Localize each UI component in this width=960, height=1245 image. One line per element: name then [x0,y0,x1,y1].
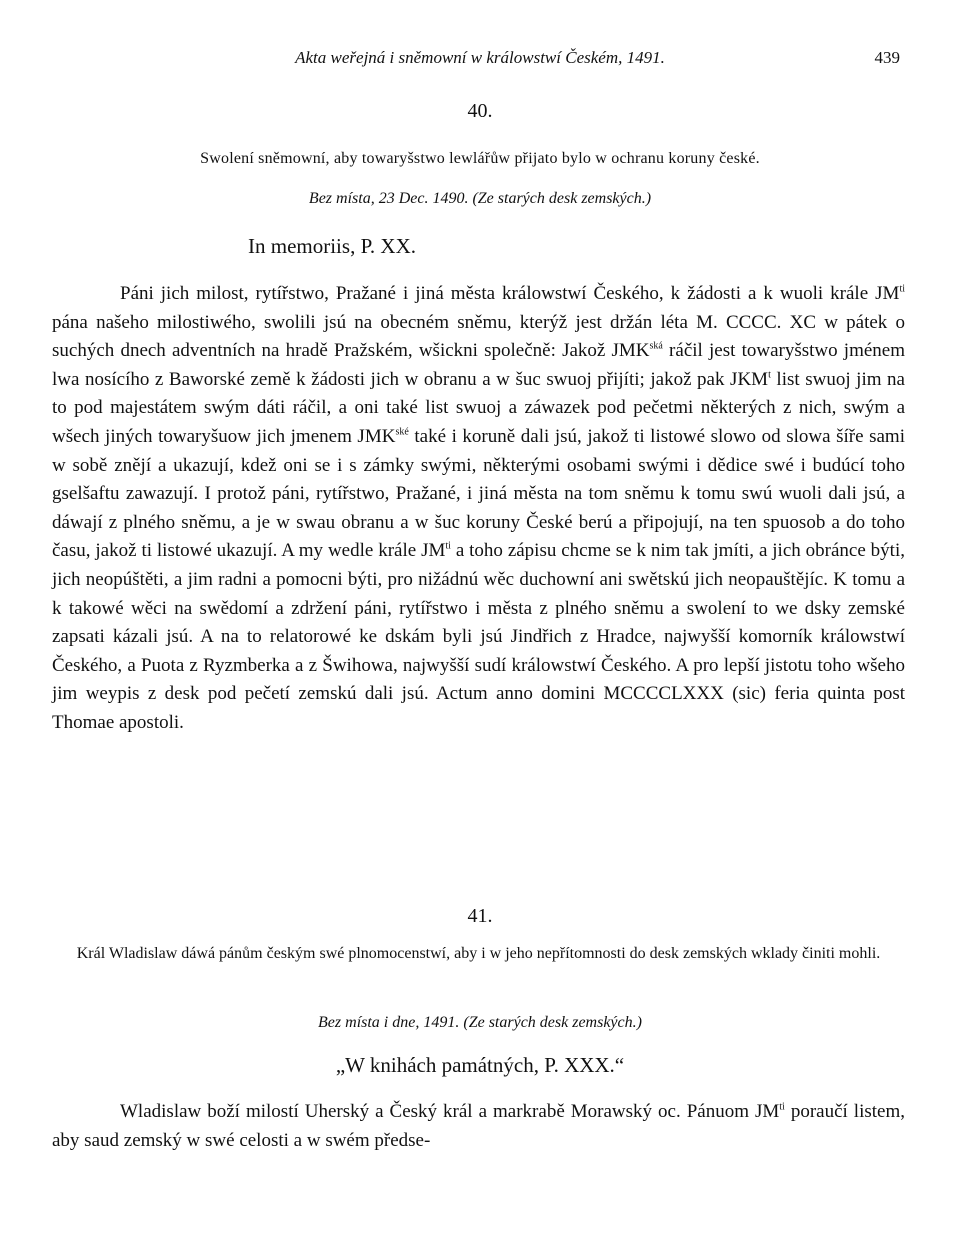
source-date: Bez místa i dne, 1491. [318,1014,460,1031]
source-reference: (Ze starých desk zemských.) [472,190,652,207]
document-number: 41. [467,905,493,927]
archive-location: In memoriis, P. XX. [248,234,416,258]
source-date: Bez místa, 23 Dec. 1490. [308,190,469,207]
document-summary: Swolení sněmowní, aby towaryšstwo lewlářůw přijato bylo w ochranu koruny české. [200,150,760,167]
document-summary: Král Wladislaw dáwá pánům českým swé plnomocenstwí, aby i w jeho nepřítomnosti do desk zemských wklady činiti mohli. [76,945,881,962]
page-number: 439 [874,48,900,67]
source-reference: (Ze starých desk zemských.) [463,1014,642,1031]
document-source [0,190,960,208]
document-source [0,1014,960,1032]
document-body-text: Wladislaw boží milostí Uherský a Český král a markrabě Morawský oc. Pánuom $JM^{ti}$ poraučí listem, aby saud zemský w swé celosti a w swém předse- [52,1101,905,1151]
archive-location: „W knihách památných, P. XXX.“ [335,1053,625,1077]
document-number: 40. [467,100,493,122]
running-title: Akta weřejná i sněmowní w králowstwí Českém, 1491. [295,48,665,67]
running-head [0,48,960,72]
document-body-text: Páni jich milost, rytířstwo, Pražané i jiná města králowstwí Českého, k žádosti a k wuoli krále $JM^{ti}$ pána našeho milostiwého, swolili jsú na obecném sněmu, kterýž jest držán léta M. CCCC. XC w pátek o suchých dnech adventních na hradě Pražském, wšicknі společně: Jakož $JMK^{ská}$ ráčil jest towaryšstwo jménem lwa nosícího z Baworské země k žádosti jich w obranu a w šuc swuoj přijíti; jakož pak JKM$^t$ list swuoj jim na to pod majestátem swým dáti ráčil, a oni také list swuoj a záwazek pod pečetmi některých z nich, swým a wšech jiných towaryšuow jich jmenem $JMK^{ské}$ také i koruně dali jsú, jakož ti listowé slowo od slowa šíře sami w sobě znějí a ukazují, kdež oni se i s zámky swými, některými osobami swými i dědice swé i budúcí toho gselšaftu zawazují. I protož páni, rytířstwo, Pražané, i jiná města na tom sněmu k tomu swú wuoli dali jsú, a dáwají z plného sněmu, a je w swau obranu a w šuc koruny České berú a připojují, na ten spuosob a do toho času, jakož ti listowé ukazují. A my wedle krále $JM^{ti}$ a toho zápisu chcme se k nim tak jmíti, a jich obránce býti, jich neopúštěti, a jim radni a pomocni býti, pro nižádnú wěc duchowní ani swětskú jich neopauštějíc. K tomu a k takowé wěci na swědomí a zdržení páni, rytířstwo i města z plného sněmu a swolení to we dsky zemské zapsati kázali jsú. A na to relatorowé ke dskám byli jsú Jindřich z Hradce, najwyšší komorník králowstwí Českého, a Puota z Ryzmberka a z Šwihowa, najwyšší sudí králowstwí Českého. A pro lepší jistotu toho wšeho jim weypis z desk pod pečetí zemskú dali jsú. Actum anno domini MCCCCLXXX (sic) feria quinta post Thomae apostoli. [52,283,906,733]
